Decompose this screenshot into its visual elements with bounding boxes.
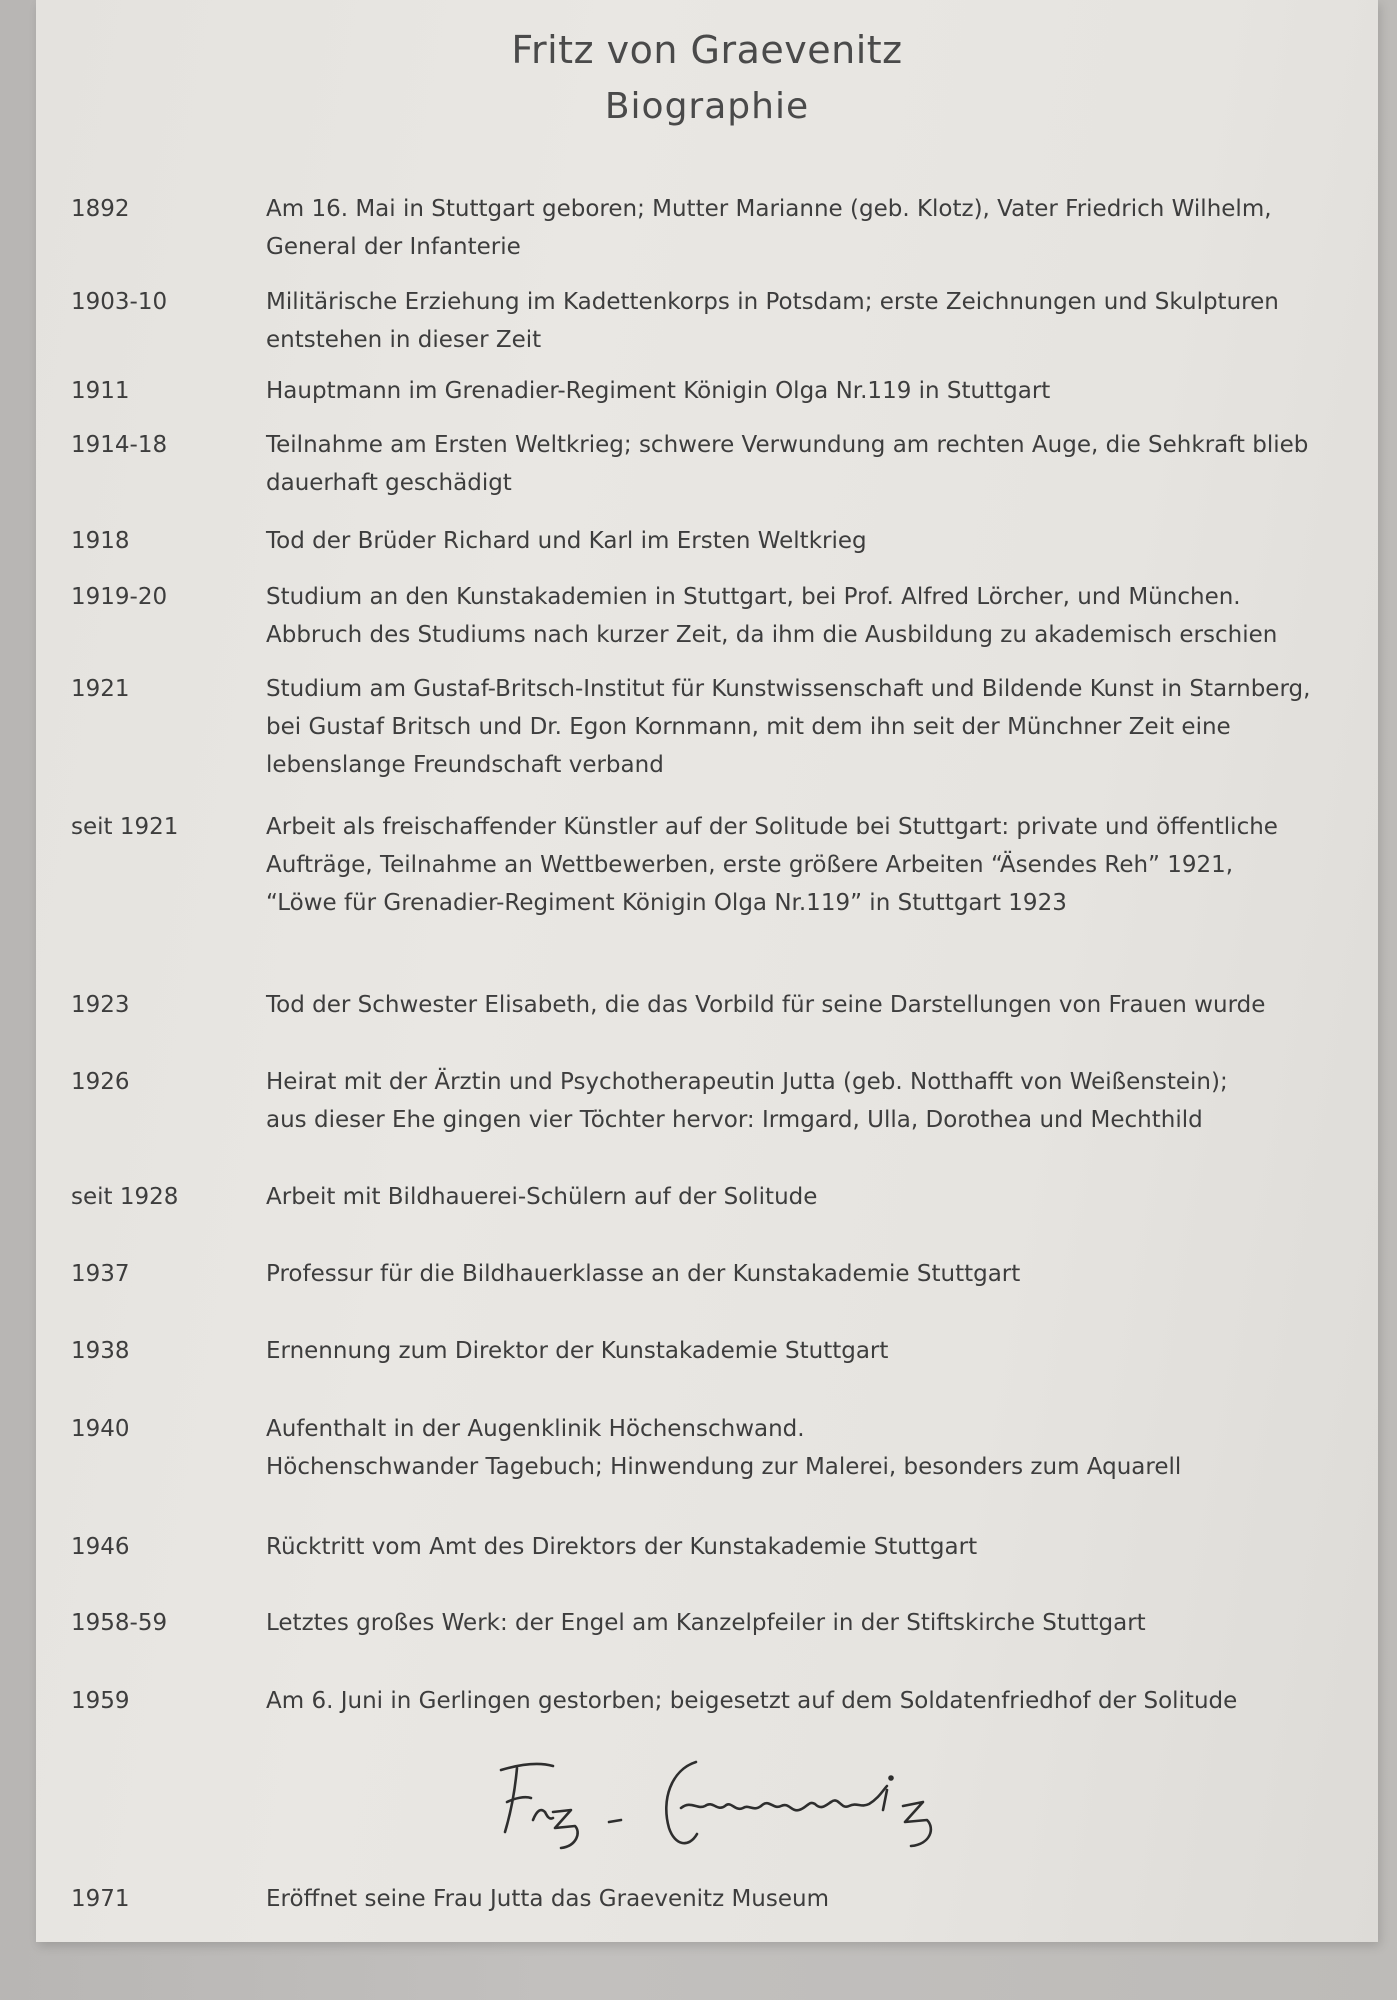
entry-text-line: Arbeit als freischaffender Künstler auf der Solitude bei Stuttgart: private und öffentliche <box>266 814 1278 840</box>
entry-text <box>266 372 1346 410</box>
entry-year: 1971 <box>71 1886 130 1912</box>
entry-year: 1926 <box>71 1069 130 1095</box>
entry-text-line: Studium an den Kunstakademien in Stuttgart, bei Prof. Alfred Lörcher, und München. <box>266 584 1241 610</box>
entry-text-line: lebenslange Freundschaft verband <box>266 752 664 778</box>
biography-panel <box>36 0 1378 1942</box>
entry-text-line: Am 16. Mai in Stuttgart geboren; Mutter Marianne (geb. Klotz), Vater Friedrich Wilhelm, <box>266 196 1272 222</box>
entry-year: seit 1928 <box>71 1184 179 1210</box>
entry-text <box>266 1410 1346 1486</box>
entry-text-line: Rücktritt vom Amt des Direktors der Kunstakademie Stuttgart <box>266 1534 978 1560</box>
entry-year: 1914-18 <box>71 432 168 458</box>
entry-year: 1911 <box>71 378 130 404</box>
entry-text-line: Abbruch des Studiums nach kurzer Zeit, da ihm die Ausbildung zu akademisch erschien <box>266 622 1278 648</box>
entry-text-line: Studium am Gustaf-Britsch-Institut für Kunstwissenschaft und Bildende Kunst in Starnberg, <box>266 676 1311 702</box>
entry-year: 1959 <box>71 1688 130 1714</box>
entry-year: 1892 <box>71 196 130 222</box>
entry-text <box>266 1604 1346 1642</box>
entry-text <box>266 190 1346 266</box>
entry-text <box>266 283 1346 359</box>
entry-text <box>266 1332 1346 1370</box>
entry-year: seit 1921 <box>71 814 179 840</box>
entry-text-line: aus dieser Ehe gingen vier Töchter hervor: Irmgard, Ulla, Dorothea und Mechthild <box>266 1107 1203 1133</box>
entry-year: 1946 <box>71 1534 130 1560</box>
entry-text-line: Teilnahme am Ersten Weltkrieg; schwere Verwundung am rechten Auge, die Sehkraft blieb <box>266 432 1309 458</box>
entry-text-line: Am 6. Juni in Gerlingen gestorben; beigesetzt auf dem Soldatenfriedhof der Solitude <box>266 1688 1238 1714</box>
entry-text-line: Aufenthalt in der Augenklinik Höchenschwand. <box>266 1416 805 1442</box>
entry-text-line: dauerhaft geschädigt <box>266 470 512 496</box>
entry-text-line: Höchenschwander Tagebuch; Hinwendung zur Malerei, besonders zum Aquarell <box>266 1454 1182 1480</box>
entry-text <box>266 522 1346 560</box>
entry-year: 1919-20 <box>71 584 168 610</box>
entry-text-line: Tod der Schwester Elisabeth, die das Vorbild für seine Darstellungen von Frauen wurde <box>266 992 1266 1018</box>
entry-text-line: bei Gustaf Britsch und Dr. Egon Kornmann, mit dem ihn seit der Münchner Zeit eine <box>266 714 1231 740</box>
page-title: Fritz von Graevenitz <box>511 28 903 72</box>
entry-year: 1937 <box>71 1261 130 1287</box>
entry-text-line: Arbeit mit Bildhauerei-Schülern auf der Solitude <box>266 1184 818 1210</box>
entry-text-line: Heirat mit der Ärztin und Psychotherapeutin Jutta (geb. Notthafft von Weißenstein); <box>266 1069 1228 1095</box>
entry-text-line: “Löwe für Grenadier-Regiment Königin Olga Nr.119” in Stuttgart 1923 <box>266 890 1067 916</box>
entry-year: 1938 <box>71 1338 130 1364</box>
entry-text <box>266 426 1346 502</box>
entry-text <box>266 1063 1346 1139</box>
entry-year: 1903-10 <box>71 289 168 315</box>
entry-year: 1940 <box>71 1416 130 1442</box>
entry-text <box>266 808 1346 922</box>
entry-text <box>266 1528 1346 1566</box>
entry-text-line: Letztes großes Werk: der Engel am Kanzelpfeiler in der Stiftskirche Stuttgart <box>266 1610 1146 1636</box>
entry-text-line: General der Infanterie <box>266 234 521 260</box>
entry-text <box>266 1255 1346 1293</box>
entry-text-line: entstehen in dieser Zeit <box>266 327 542 353</box>
entry-text-line: Aufträge, Teilnahme an Wettbewerben, erste größere Arbeiten “Äsendes Reh” 1921, <box>266 852 1234 878</box>
entry-year: 1921 <box>71 676 130 702</box>
entry-text <box>266 986 1346 1024</box>
entry-text-line: Eröffnet seine Frau Jutta das Graevenitz Museum <box>266 1886 829 1912</box>
entry-year: 1918 <box>71 528 130 554</box>
entry-year: 1923 <box>71 992 130 1018</box>
page-subtitle: Biographie <box>604 86 810 127</box>
handwritten-signature-icon <box>491 1750 1001 1860</box>
entry-text <box>266 578 1346 654</box>
entry-text-line: Ernennung zum Direktor der Kunstakademie Stuttgart <box>266 1338 889 1364</box>
entry-text <box>266 1880 1346 1918</box>
entry-text-line: Tod der Brüder Richard und Karl im Ersten Weltkrieg <box>266 528 867 554</box>
entry-text <box>266 670 1346 784</box>
entry-text <box>266 1178 1346 1216</box>
entry-text-line: Professur für die Bildhauerklasse an der Kunstakademie Stuttgart <box>266 1261 1021 1287</box>
entry-year: 1958-59 <box>71 1610 168 1636</box>
entry-text <box>266 1682 1346 1720</box>
entry-text-line: Hauptmann im Grenadier-Regiment Königin Olga Nr.119 in Stuttgart <box>266 378 1051 404</box>
entry-text-line: Militärische Erziehung im Kadettenkorps in Potsdam; erste Zeichnungen und Skulpturen <box>266 289 1279 315</box>
